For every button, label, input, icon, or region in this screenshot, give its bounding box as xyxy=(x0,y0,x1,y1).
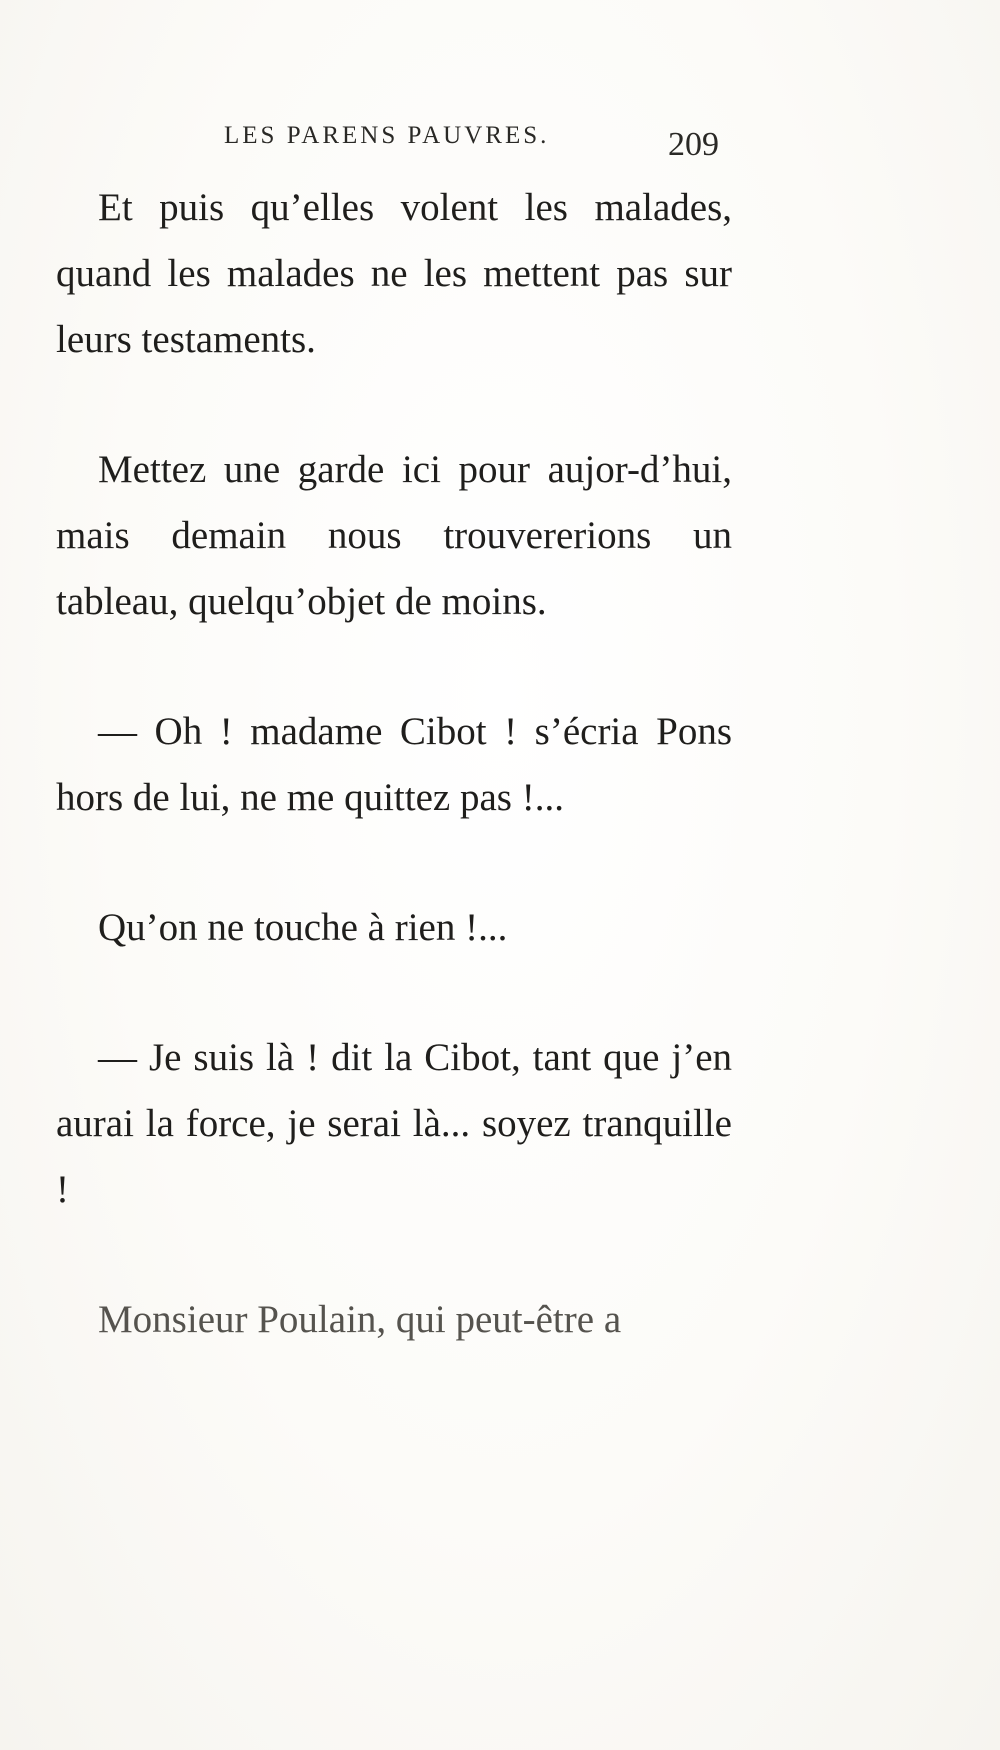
paragraph-5: — Je suis là ! dit la Cibot, tant que j’en aurai la force, je serai là... soyez tranquille ! xyxy=(56,1036,732,1211)
paragraph-6: Monsieur Poulain, qui peut-être a xyxy=(98,1298,622,1341)
paragraph-2: Mettez une garde ici pour aujor-d’hui, mais demain nous trouvererions un tableau, quelqu’objet de moins. xyxy=(56,448,732,623)
paragraph-1: Et puis qu’elles volent les malades, quand les malades ne les mettent pas sur leurs testaments. xyxy=(56,186,732,361)
paragraph-3: — Oh ! madame Cibot ! s’écria Pons hors de lui, ne me quittez pas !... xyxy=(56,710,732,819)
page-number: 209 xyxy=(668,126,719,163)
body-text xyxy=(56,175,732,1353)
paragraph-4: Qu’on ne touche à rien !... xyxy=(98,906,508,949)
running-head: LES PARENS PAUVRES. xyxy=(224,122,550,149)
